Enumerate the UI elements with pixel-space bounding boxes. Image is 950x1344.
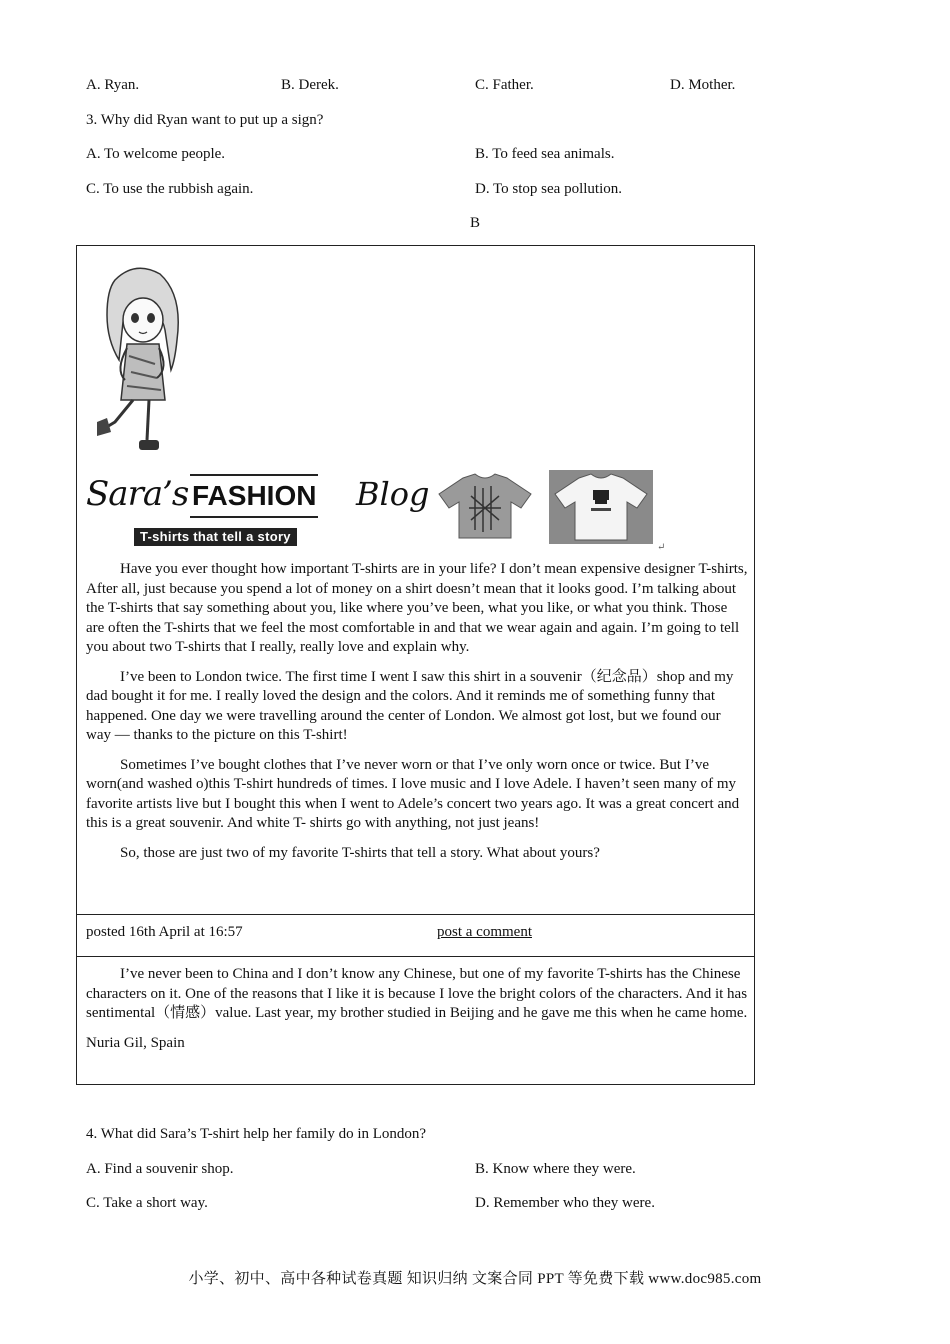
q4-option-b: B. Know where they were. <box>475 1161 636 1177</box>
divider-bottom <box>77 956 754 957</box>
q4-option-d: D. Remember who they were. <box>475 1195 655 1211</box>
q3-options-row1 <box>86 145 876 165</box>
blog-subtitle: T-shirts that tell a story <box>134 528 297 546</box>
q4-options-row1 <box>86 1160 876 1180</box>
q3-option-d: D. To stop sea pollution. <box>475 181 623 197</box>
paragraph-mark-icon: ↵ <box>657 542 666 553</box>
q3-option-b: B. To feed sea animals. <box>475 146 615 162</box>
comment-section <box>86 965 748 1053</box>
blog-paragraph-4: So, those are just two of my favorite T-shirts that tell a story. What about yours? <box>120 844 600 861</box>
post-meta <box>86 923 748 943</box>
blog-title-script: Sara’s <box>86 474 189 514</box>
passage-box <box>76 245 755 1085</box>
tshirt-white-image <box>549 470 653 544</box>
blog-paragraph-3: Sometimes I’ve bought clothes that I’ve never worn or that I’ve only worn once or twice. But I’ve worn(and washed o)this T-shirt hundreds of times. I love music and I love Adele. I haven’t seen many of my favorite artists live but I bought this when I went to Adele’s concert two years ago. It was a great concert and this is a great souvenir. And white T- shirts go with anything, not just jeans! <box>86 756 740 831</box>
blog-paragraph-1: Have you ever thought how important T-shirts are in your life? I don’t mean expensive designer T-shirts, After all, just because you spend a lot of money on a shirt doesn’t mean that it looks good. I’m talking about the T-shirts that say something about you, like where you’ve been, what you like, or what you think. Those are often the T-shirts that we feel the most comfortable in and that we wear again and again. I’m going to tell you about two T-shirts that I really, really love and explain why. <box>86 561 748 655</box>
commenter-name: Nuria Gil, Spain <box>86 1034 185 1051</box>
q2-option-b: B. Derek. <box>281 77 339 93</box>
q4-option-c: C. Take a short way. <box>86 1195 208 1211</box>
blog-body <box>86 560 748 873</box>
q3-option-a: A. To welcome people. <box>86 146 226 162</box>
q3-question: 3. Why did Ryan want to put up a sign? <box>86 112 324 128</box>
comment-text: I’ve never been to China and I don’t know any Chinese, but one of my favorite T-shirts has the Chinese characters on it. One of the reasons that I like it is because I love the bright colors of the characters. And it has sentimental（情感）value. Last year, my brother studied in Beijing and he gave me this when he came home. <box>86 966 748 1021</box>
page-footer: 小学、初中、高中各种试卷真题 知识归纳 文案合同 PPT 等免费下载 www.doc985.com <box>188 1271 762 1287</box>
blog-paragraph-2: I’ve been to London twice. The first time I went I saw this shirt in a souvenir（纪念品）shop and my dad bought it for me. I really loved the design and the colors. And it reminds me of something funny that happened. One day we were travelling around the center of London. We almost got lost, but we found our way — thanks to the picture on this T-shirt! <box>86 668 734 743</box>
q3-option-c: C. To use the rubbish again. <box>86 181 254 197</box>
q2-option-c: C. Father. <box>475 77 534 93</box>
q4-question: 4. What did Sara’s T-shirt help her family do in London? <box>86 1126 427 1142</box>
q2-option-a: A. Ryan. <box>86 77 140 93</box>
post-comment-link[interactable]: post a comment <box>437 924 532 940</box>
blog-title-script2: Blog <box>356 475 430 513</box>
q3-options-row2 <box>86 180 876 200</box>
tshirt-grey-image <box>435 472 535 542</box>
q4-option-a: A. Find a souvenir shop. <box>86 1161 234 1177</box>
girl-illustration <box>85 260 185 460</box>
q4-options-row2 <box>86 1194 876 1214</box>
q2-option-d: D. Mother. <box>670 77 736 93</box>
divider-top <box>77 914 754 915</box>
blog-title <box>86 472 430 522</box>
q2-options <box>86 76 876 96</box>
section-label: B <box>469 215 480 231</box>
posted-timestamp: posted 16th April at 16:57 <box>86 924 243 940</box>
blog-title-main: FASHION <box>190 474 318 518</box>
